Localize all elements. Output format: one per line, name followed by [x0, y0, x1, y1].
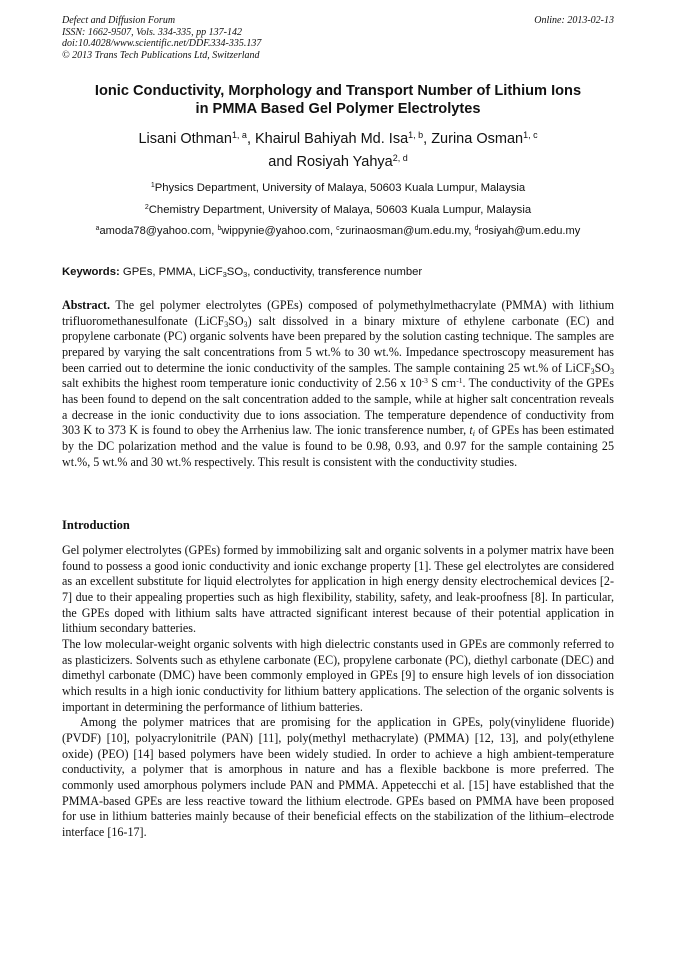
abstract-text: . The conductivity of the GPEs has been found to depend on the salt concentration added to the sample, while at higher salt concentration reveals a decrease in the ionic conductivity due to ions association. The temperature dependence of conductivity from 303 K to 373 K is found to obey the Arrhenius law. The ionic transference number, — [62, 376, 614, 438]
issn-line: ISSN: 1662-9507, Vols. 334-335, pp 137-142 — [62, 26, 242, 38]
abstract-subscript: 3 — [590, 366, 595, 376]
email-link[interactable]: zurinaosman@um.edu.my, — [339, 225, 475, 237]
email-mark: c — [336, 225, 340, 233]
keywords-label: Keywords: — [62, 266, 120, 278]
copyright-line: © 2013 Trans Tech Publications Ltd, Switzerland — [62, 49, 260, 61]
doi-line: doi:10.4028/www.scientific.net/DDF.334-335.137 — [62, 38, 262, 49]
affiliation-1 — [62, 181, 614, 195]
abstract-text: of GPEs has been estimated by the DC polarization method and the value is found to be 0.98, 0.93, and 0.97 for the sample containing 25 wt.%, 5 wt.% and 30 wt.% respectively. This result is consistent with the conductivity studies. — [62, 423, 614, 469]
author-affil-mark: 2, d — [392, 153, 408, 164]
author-name: and Rosiyah Yahya — [268, 154, 393, 170]
introduction-heading: Introduction — [62, 518, 130, 532]
email-mark: b — [217, 225, 222, 233]
abstract-text: salt exhibits the highest room temperature ionic conductivity of 2.56 x 10 — [62, 376, 422, 391]
abstract-label: Abstract. — [62, 298, 111, 312]
title-line-2: in PMMA Based Gel Polymer Electrolytes — [195, 101, 481, 117]
keywords-text: SO — [226, 266, 244, 278]
affiliation-text: Chemistry Department, University of Malaya, 50603 Kuala Lumpur, Malaysia — [148, 204, 532, 216]
transference-symbol: t — [469, 423, 473, 438]
abstract-text: ) salt dissolved in a binary mixture of ethylene carbonate (EC) and propylene carbonate (PC) organic solvents have been prepared by the solution casting technique. The samples are prepared by varying the salt concentrations from 5 wt.% to 30 wt.%. Impedance spectroscopy measurement has been carried out to determine the ionic conductivity of the samples. The sample containing 25 wt.% of LiCF — [62, 313, 615, 375]
author-affil-mark: 1, a — [231, 130, 247, 141]
keywords-subscript: 3 — [243, 269, 248, 279]
intro-paragraph-2: The low molecular-weight organic solvents with high dielectric constants used in GPEs are commonly referred to as plasticizers. Solvents such as ethylene carbonate (EC), propylene carbonate (PC), diethyl carbonate (DEC) and dimethyl carbonate (DMC) have been commonly employed in GPEs [9] to ensure high levels of ion dissociation which results in a high ionic conductivity for lithium battery applications. The selection of the organic solvents is important in determining the performance of lithium batteries. — [62, 636, 614, 714]
intro-paragraph-3: Among the polymer matrices that are promising for the application in GPEs, poly(vinylidene fluoride) (PVDF) [10], polyacrylonitrile (PAN) [11], poly(methyl methacrylate) (PMMA) [12, 13], and poly(ethylene oxide) (PEO) [14] based polymers have been widely studied. In order to achieve a high ambient-temperature conductivity, a polymer that is amorphous in nature and has a flexible backbone is more preferred. The commonly used amorphous polymers include PAN and PMMA. Appetecchi et al. [15] have established that the PMMA-based GPEs are less reactive toward the lithium electrode. GPEs based on PMMA have been proposed for use in lithium batteries mainly because of their beneficial effects on the stabilization of the lithium–electrode interface [16-17]. — [62, 715, 614, 839]
online-date: Online: 2013-02-13 — [534, 15, 614, 26]
affiliation-text: Physics Department, University of Malaya, 50603 Kuala Lumpur, Malaysia — [154, 182, 526, 194]
abstract-text: S cm — [427, 376, 457, 391]
intro-paragraph-1: Gel polymer electrolytes (GPEs) formed by immobilizing salt and organic solvents in a polymer matrix have been found to possess a good ionic conductivity and ionic exchange property [1]. These gel electrolytes are considered as an excellent substitute for liquid electrolytes for application in high energy density electrochemical devices [2-7] due to their appealing properties such as high flexibility, stability, safety, and leak-proofness [8]. In particular, the GPEs doped with lithium salts have attracted significant interest because of their potential application in lithium secondary batteries. — [62, 543, 614, 636]
title-line-1: Ionic Conductivity, Morphology and Transport Number of Lithium Ions — [94, 83, 582, 99]
email-link[interactable]: wippynie@yahoo.com, — [221, 225, 337, 237]
author-affil-mark: 1, b — [408, 130, 424, 141]
abstract-subscript: 3 — [610, 366, 614, 376]
abstract-superscript: -1 — [456, 376, 463, 386]
paper-title — [62, 82, 614, 118]
abstract-text: SO — [594, 360, 611, 375]
abstract-subscript: 3 — [224, 319, 229, 329]
keywords-text: GPEs, PMMA, LiCF — [119, 266, 223, 278]
abstract-superscript: -3 — [421, 376, 428, 386]
introduction-body — [62, 543, 614, 840]
affiliation-mark: 2 — [144, 204, 149, 212]
author-name: Khairul Bahiyah Md. Isa — [255, 131, 409, 147]
author-list — [62, 128, 614, 174]
author-line-2 — [62, 151, 614, 174]
journal-name: Defect and Diffusion Forum — [62, 15, 176, 26]
abstract-paragraph — [62, 298, 614, 470]
keywords-line — [62, 265, 614, 279]
abstract-text: The gel polymer electrolytes (GPEs) composed of polymethylmethacrylate (PMMA) with lithium trifluoromethanesulfonate (LiCF — [62, 298, 614, 328]
email-mark: a — [95, 225, 100, 233]
author-separator: , — [423, 131, 432, 147]
journal-header — [62, 15, 614, 61]
author-line-1 — [62, 128, 614, 151]
author-separator: , — [246, 131, 255, 147]
keywords-subscript: 3 — [222, 269, 227, 279]
author-name: Lisani Othman — [138, 131, 232, 147]
affiliation-2 — [62, 203, 614, 217]
transference-subscript: i — [472, 429, 475, 439]
email-link[interactable]: rosiyah@um.edu.my — [478, 225, 581, 237]
keywords-text: , conductivity, transference number — [247, 266, 423, 278]
email-link[interactable]: amoda78@yahoo.com, — [99, 225, 218, 237]
affiliation-mark: 1 — [150, 182, 155, 190]
author-affil-mark: 1, c — [523, 130, 538, 141]
email-mark: d — [474, 225, 479, 233]
abstract-text: SO — [228, 313, 244, 328]
email-list — [62, 224, 614, 238]
author-name: Zurina Osman — [431, 131, 524, 147]
abstract-subscript: 3 — [243, 319, 248, 329]
